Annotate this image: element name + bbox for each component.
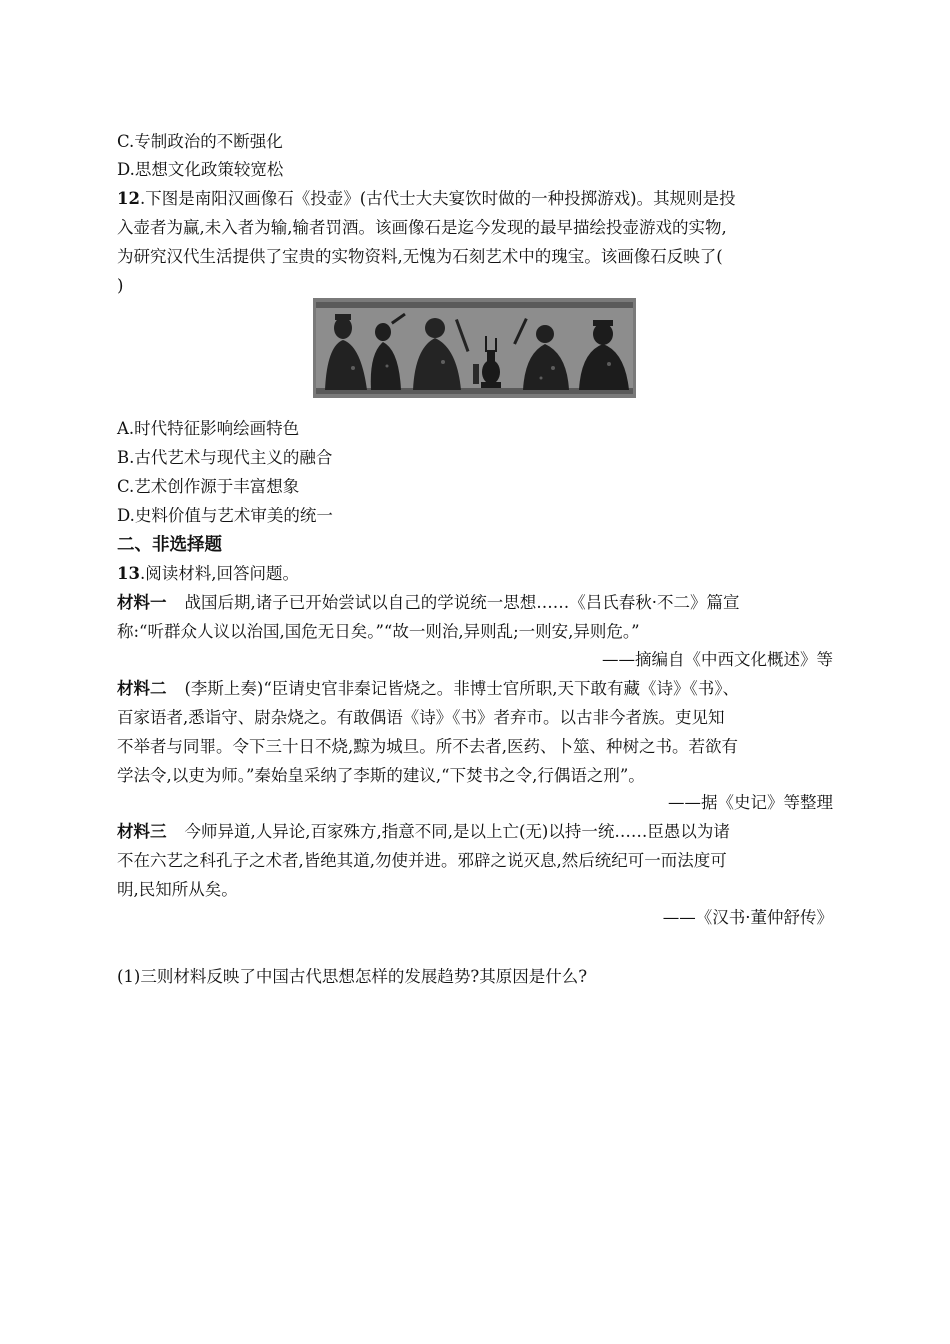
material-2-label: 材料二 [117, 679, 167, 698]
material-1-line-2: 称:“听群众人议以治国,国危无日矣。”“故一则治,异则乱;一则安,异则危。” [117, 622, 640, 641]
material-3-line-2: 不在六艺之科孔子之术者,皆绝其道,勿使并进。邪辟之说灭息,然后统纪可一而法度可 [117, 851, 727, 870]
material-2-source: ——据《史记》等整理 [668, 793, 833, 812]
question-12-line-1: 12.下图是南阳汉画像石《投壶》(古代士大夫宴饮时做的一种投掷游戏)。其规则是投 [117, 189, 736, 208]
question-12-number: 12 [117, 189, 140, 208]
option-11-c: C.专制政治的不断强化 [117, 132, 283, 151]
touhu-relief-illustration [313, 298, 636, 398]
option-12-d: D.史料价值与艺术审美的统一 [117, 506, 333, 525]
material-3-line-3: 明,民知所从矣。 [117, 880, 238, 899]
question-12-line-3: 为研究汉代生活提供了宝贵的实物资料,无愧为石刻艺术中的瑰宝。该画像石反映了( [117, 247, 723, 266]
question-13-number: 13 [117, 564, 140, 583]
option-12-c: C.艺术创作源于丰富想象 [117, 477, 300, 496]
sub-question-1: (1)三则材料反映了中国古代思想怎样的发展趋势?其原因是什么? [117, 967, 588, 986]
question-13-intro: 13.阅读材料,回答问题。 [117, 564, 299, 583]
material-1-source: ——摘编自《中西文化概述》等 [602, 650, 833, 669]
material-2-line-1: 材料二 (李斯上奏)“臣请史官非秦记皆烧之。非博士官所职,天下敢有藏《诗》《书》、 [117, 679, 740, 698]
question-12-line-4: ) [117, 276, 124, 295]
question-12-line-2: 入壶者为赢,未入者为输,输者罚酒。该画像石是迄今发现的最早描绘投壶游戏的实物, [117, 218, 727, 237]
stone-relief-image [313, 298, 636, 398]
material-1-label: 材料一 [117, 593, 167, 612]
material-3-label: 材料三 [117, 822, 167, 841]
material-2-line-4: 学法令,以吏为师。”秦始皇采纳了李斯的建议,“下焚书之令,行偶语之刑”。 [117, 766, 645, 785]
option-12-b: B.古代艺术与现代主义的融合 [117, 448, 333, 467]
option-12-a: A.时代特征影响绘画特色 [117, 419, 300, 438]
material-3-line-1: 材料三 今师异道,人异论,百家殊方,指意不同,是以上亡(无)以持一统……臣愚以为诸 [117, 822, 730, 841]
material-2-line-2: 百家语者,悉诣守、尉杂烧之。有敢偶语《诗》《书》者弃市。以古非今者族。吏见知 [117, 708, 725, 727]
material-2-line-3: 不举者与同罪。令下三十日不烧,黥为城旦。所不去者,医药、卜筮、种树之书。若欲有 [117, 737, 738, 756]
section-title: 二、非选择题 [117, 535, 222, 555]
material-1-line-1: 材料一 战国后期,诸子已开始尝试以自己的学说统一思想……《吕氏春秋·不二》篇宣 [117, 593, 740, 612]
option-11-d: D.思想文化政策较宽松 [117, 160, 284, 179]
material-3-source: ——《汉书·董仲舒传》 [662, 908, 833, 927]
